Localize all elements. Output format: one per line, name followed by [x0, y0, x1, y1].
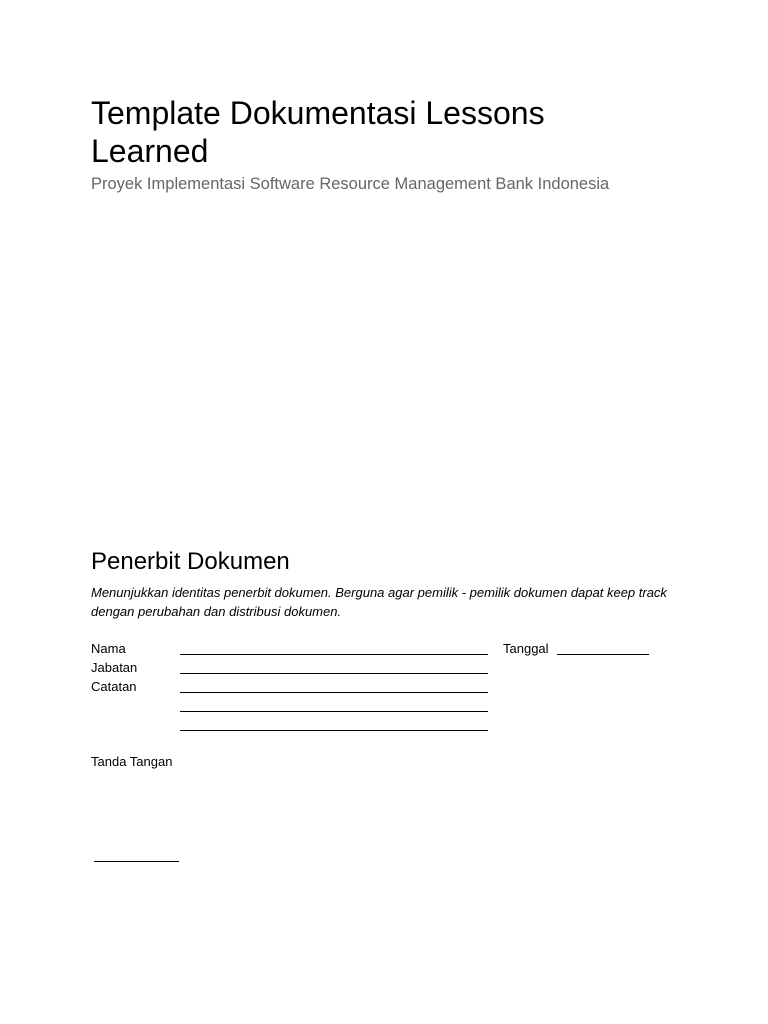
notes-field-line-3 [180, 730, 488, 731]
name-field-line [180, 654, 488, 655]
name-label: Nama [91, 641, 126, 656]
section-heading-publisher: Penerbit Dokumen [91, 548, 290, 575]
document-title: Template Dokumentasi Lessons Learned [91, 95, 545, 169]
notes-field-line-2 [180, 711, 488, 712]
position-field-line [180, 673, 488, 674]
section-description: Menunjukkan identitas penerbit dokumen. Berguna agar pemilik - pemilik dokumen dapat keep track dengan perubahan dan distribusi dokumen. [91, 585, 667, 619]
date-label: Tanggal [503, 641, 549, 656]
signature-label: Tanda Tangan [91, 754, 173, 769]
date-field-line [557, 654, 649, 655]
signature-line [94, 861, 179, 862]
document-subtitle: Proyek Implementasi Software Resource Management Bank Indonesia [91, 175, 610, 193]
position-label: Jabatan [91, 660, 138, 675]
notes-field-line-1 [180, 692, 488, 693]
notes-label: Catatan [91, 679, 137, 694]
